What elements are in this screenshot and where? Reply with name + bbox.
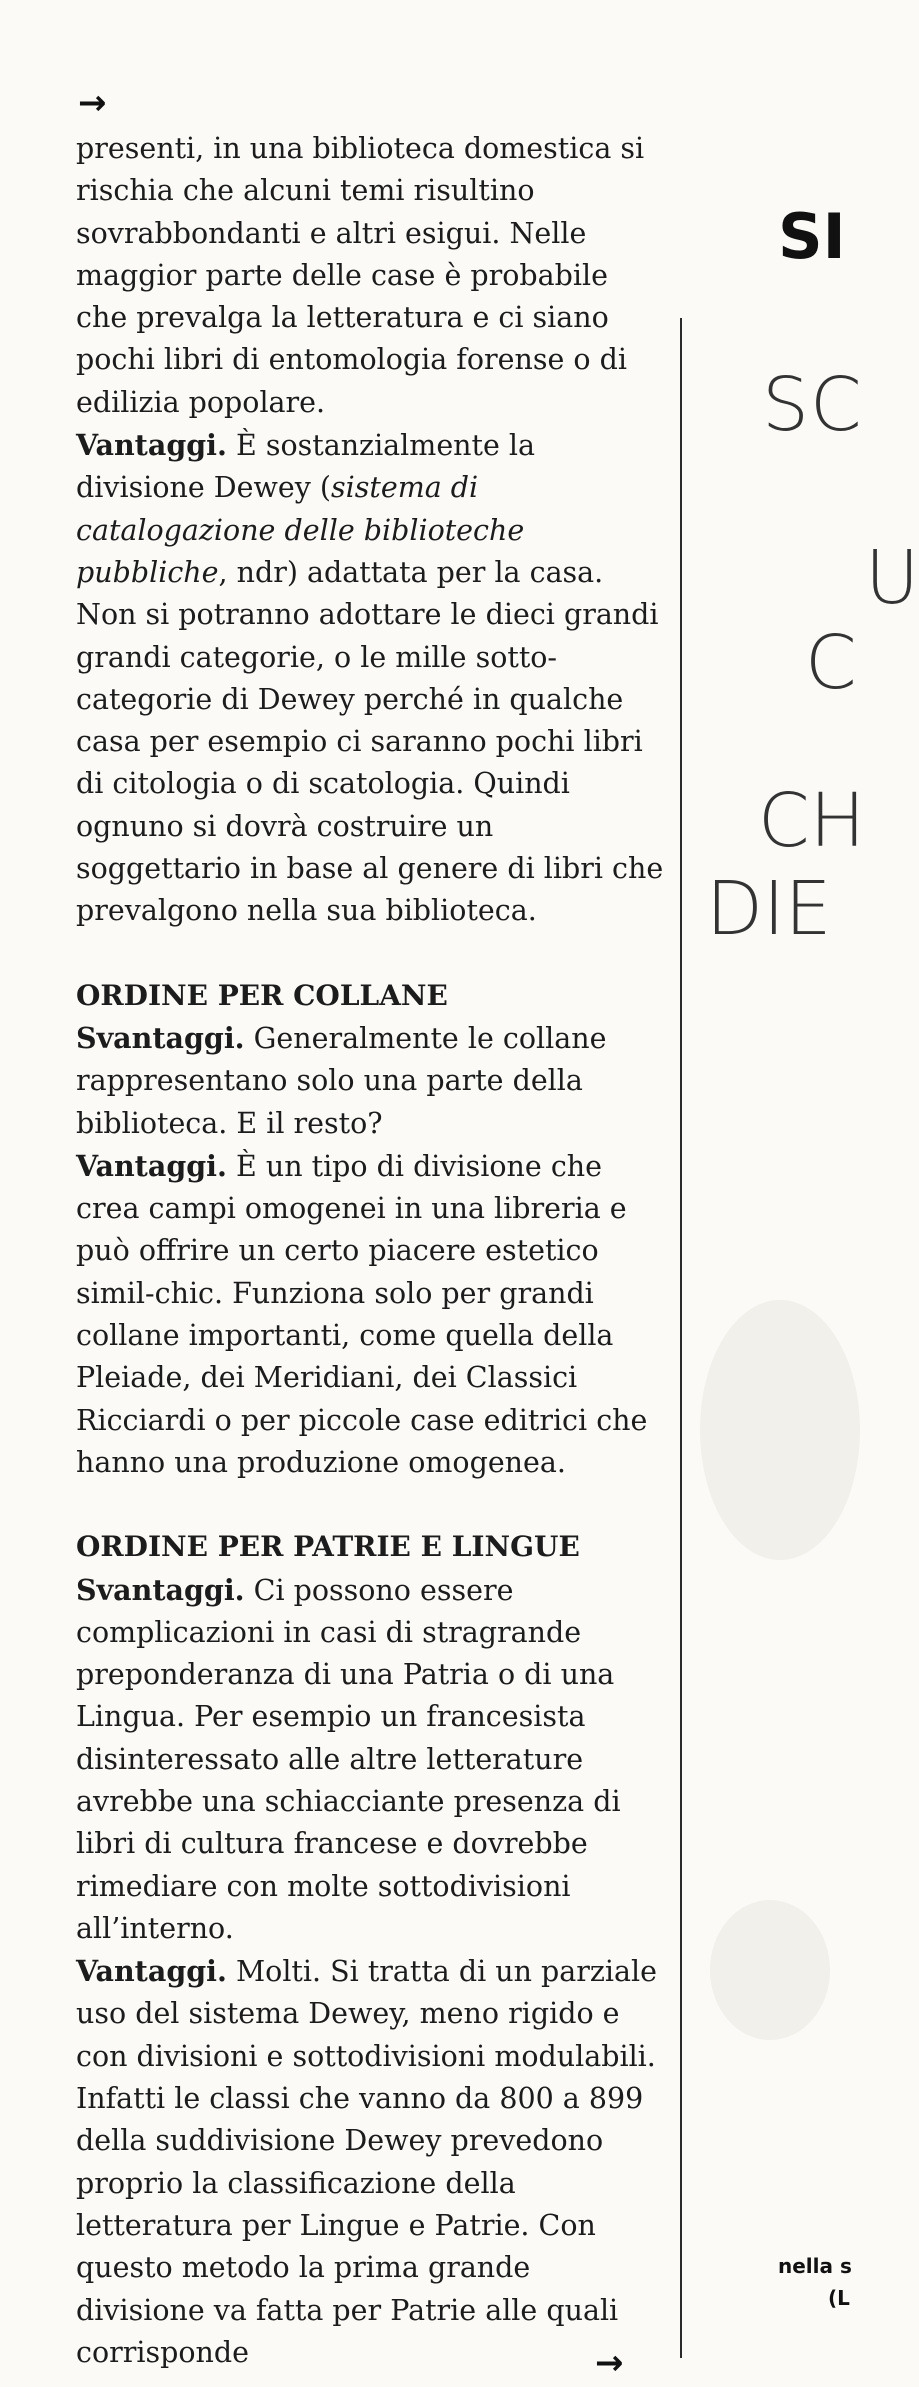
text-run: È sostanzialmente la divisione Dewey ( [76,429,536,505]
text-run: È un tipo di divisione che crea campi omogenei in una libreria e può offrire un certo piacere estetico simil-chic. Funziona solo per grandi collane importanti, come quella della Pleiade, dei Meridiani, dei Classici Ricciardi o per piccole case editrici che hanno una produzione omogenea. [76,1149,648,1479]
image-bleed-smudge [700,1300,860,1560]
sidebar-heading-fragment: SI [778,200,846,273]
label-disadvantages: Svantaggi. [76,1572,245,1607]
paragraph-advantages-collane [76,1145,666,1484]
column-divider [680,318,682,2358]
text-run: Generalmente le collane rappresentano solo una parte della biblioteca. E il resto? [76,1021,607,1140]
article-column [76,128,666,2374]
editor-note-italic: sistema di catalogazione delle biblioteche pubbliche [76,471,525,589]
label-disadvantages: Svantaggi. [76,1020,245,1055]
text-run: , ndr) adattata per la casa. Non si potranno adottare le dieci grandi grandi categorie, o le mille sotto-categorie di Dewey perché in qualche casa per esempio ci saranno pochi libri di citologia o di scatologia. Quindi ognuno si dovrà costruire un soggettario in base al genere di libri che prevalgono nella sua biblioteca. [76,555,664,928]
paragraph-intro: presenti, in una biblioteca domestica si rischia che alcuni temi risultino sovrabbondanti e altri esigui. Nelle maggior parte delle case è probabile che prevalga la letteratura e ci siano pochi libri di entomologia forense o di edilizia popolare. [76,132,645,419]
sidebar-quote-fragment-2: U [865,535,919,621]
paragraph-disadvantages-collane [76,1017,666,1145]
label-advantages: Vantaggi. [76,428,227,463]
heading-collane: ORDINE PER COLLANE [76,978,448,1012]
sidebar-quote-fragment-1: SC [762,362,863,448]
image-bleed-smudge [710,1900,830,2040]
sidebar-caption-fragment-2: (L [828,2286,850,2310]
text-run: Ci possono essere complicazioni in casi di stragrande preponderanza di una Patria o di una Lingua. Per esempio un francesista disinteressato alle altre letterature avrebbe una schiacciante presenza di libri di cultura francese e dovrebbe rimediare con molte sottodivisioni all’interno. [76,1573,621,1945]
paragraph-advantages-subject [76,424,666,933]
sidebar-quote-fragment-5: DIE [706,866,832,952]
paragraph-disadvantages-patrie [76,1569,666,1951]
label-advantages: Vantaggi. [76,1954,227,1989]
paragraph-advantages-patrie [76,1950,666,2374]
label-advantages: Vantaggi. [76,1148,227,1183]
continued-from-arrow-icon: → [78,83,107,123]
text-run: Molti. Si tratta di un parziale uso del sistema Dewey, meno rigido e con divisioni e sottodivisioni modulabili. Infatti le classi che vanno da 800 a 899 della suddivisione Dewey prevedono proprio la classificazione della letteratura per Lingue e Patrie. Con questo metodo la prima grande divisione va fatta per Patrie alle quali corrisponde [76,1955,657,2369]
sidebar-caption-fragment-1: nella s [778,2254,852,2278]
sidebar-quote-fragment-3: C [805,620,857,706]
continues-arrow-icon: → [595,2343,624,2383]
heading-patrie-lingue: ORDINE PER PATRIE E LINGUE [76,1530,580,1564]
sidebar-quote-fragment-4: CH [758,778,866,864]
